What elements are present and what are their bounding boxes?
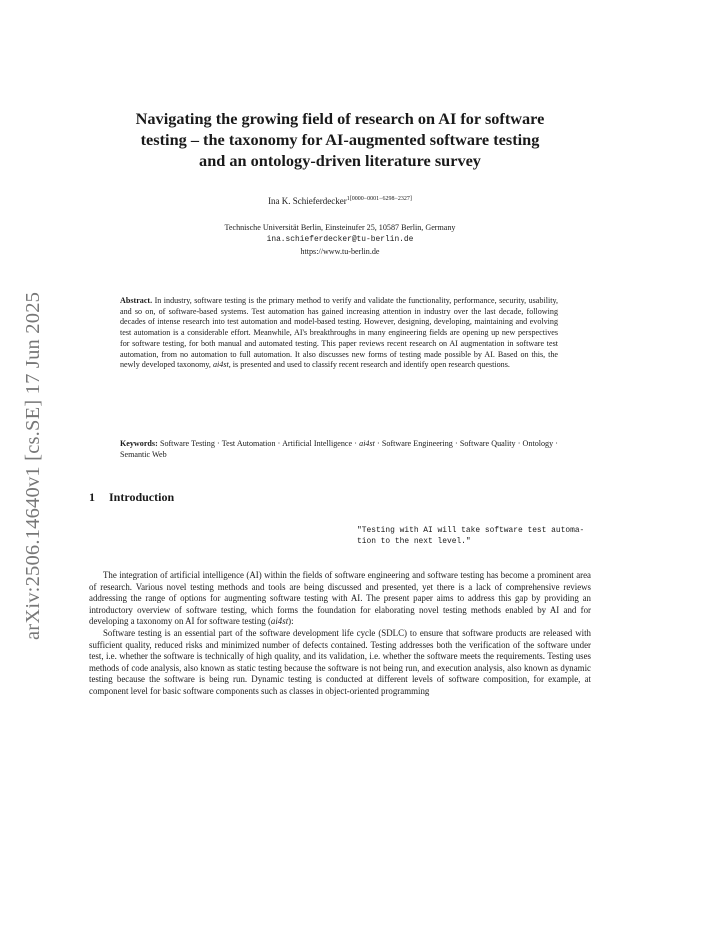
paper-title xyxy=(90,108,590,171)
title-line: Navigating the growing field of research on AI for software xyxy=(135,109,545,128)
keywords-list-pre: Software Testing · Test Automation · Artificial Intelligence · xyxy=(159,439,360,448)
body-paragraph xyxy=(89,570,591,628)
author-line xyxy=(90,196,590,206)
section-title: Introduction xyxy=(109,490,175,504)
abstract xyxy=(120,296,558,371)
section-heading xyxy=(89,490,174,505)
abstract-label: Abstract. xyxy=(120,296,153,305)
author-name: Ina K. Schieferdecker xyxy=(268,196,347,206)
body-taxonomy-term: ai4st xyxy=(270,616,289,627)
keywords-taxonomy-term: ai4st xyxy=(359,439,375,448)
affiliation-institution: Technische Universität Berlin, Einsteinufer 25, 10587 Berlin, Germany xyxy=(224,223,456,232)
body-text xyxy=(89,570,591,698)
keywords-paragraph xyxy=(120,439,558,460)
keywords-list-post: · Software Engineering · Software Quality · Ontology · Semantic Web xyxy=(120,439,558,459)
abstract-paragraph xyxy=(120,296,558,371)
quote-line: tion to the next level." xyxy=(357,537,471,546)
author-email-link[interactable]: ina.schieferdecker@tu-berlin.de xyxy=(266,235,414,244)
body-paragraph-1-text: The integration of artificial intelligence (AI) within the fields of software engineering and software testing has become a prominent area of research. Various novel testing methods and tools are being discussed and presented, yet there is a lack of comprehensive reviews addressing the range of options for augmenting software testing with AI. The present paper aims to address this gap by providing an introductory overview of software testing, which forms the foundation for elaborating novel testing methods enabled by AI and for developing a taxonomy on AI for software testing ( xyxy=(89,570,591,627)
body-paragraph: Software testing is an essential part of the software development life cycle (SDLC) to ensure that software products are released with sufficient quality, reduced risks and minimized number of defects contained. Testing addresses both the verification of the software under test, i.e. whether the software is technically of high quality, and its validation, i.e. whether the software meets the requirements. Testing uses methods of code analysis, also known as static testing because the software is not being run, and execution analysis, also known as dynamic testing because the software is being run. Dynamic testing is conducted at different levels of software composition, for example, at component level for basic software components such as classes in object-oriented programming xyxy=(89,627,591,696)
quote-line: "Testing with AI will take software test automa- xyxy=(357,526,585,535)
body-paragraph-1-end: ): xyxy=(288,616,294,627)
arxiv-identifier-stamp: arXiv:2506.14640v1 [cs.SE] 17 Jun 2025 xyxy=(22,291,44,640)
title-line: and an ontology-driven literature survey xyxy=(199,151,481,170)
affiliation-block xyxy=(90,222,590,258)
abstract-text: In industry, software testing is the primary method to verify and validate the functionality, performance, security, usability, and so on, of software-based systems. Test automation has gained increasing attention in industry over the last decade, following decades of intense research into test automation and model-based testing. However, designing, developing, maintaining and evolving test automation is a considerable effort. Meanwhile, AI's breakthroughs in many engineering fields are opening up new perspectives for software testing, for both manual and automated testing. This paper reviews recent research on AI augmentation in software test automation, from no automation to full automation. It also discusses new forms of testing made possible by AI. Based on this, the newly developed taxonomy, xyxy=(120,296,558,370)
keywords-label: Keywords: xyxy=(120,439,158,448)
abstract-taxonomy-term: ai4st xyxy=(213,360,229,370)
keywords xyxy=(120,439,558,460)
section-number: 1 xyxy=(89,490,95,504)
affiliation-url-link[interactable]: https://www.tu-berlin.de xyxy=(300,247,380,256)
epigraph-quote xyxy=(357,525,591,547)
title-line: testing – the taxonomy for AI-augmented software testing xyxy=(140,130,540,149)
abstract-text-tail: , is presented and used to classify recent research and identify open research questions. xyxy=(228,360,510,370)
author-orcid: 1[0000−0001−6298−2327] xyxy=(346,196,412,202)
